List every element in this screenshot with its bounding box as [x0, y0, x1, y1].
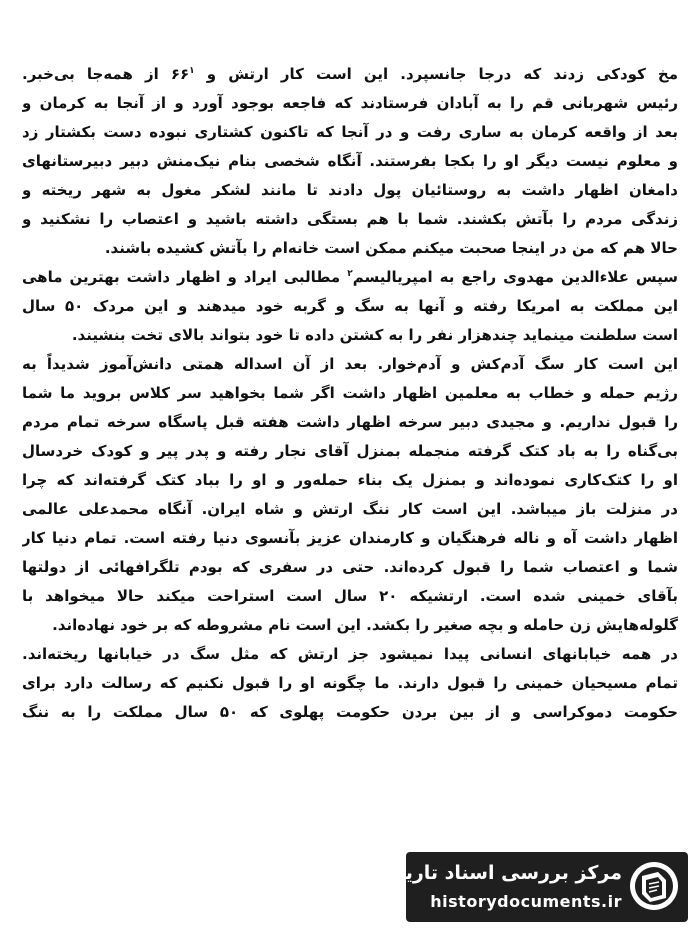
footnote-marker-1: ۱ — [189, 66, 195, 76]
text-line-6: زندگی مردم را بآتش بکشند. شما با هم بستگی داشته باشید و اعتصاب را نشکنید و — [22, 210, 678, 228]
watermark-url: historydocuments.ir — [430, 892, 622, 911]
text-line-22: تمام مسیحیان خمینی را قبول دارند. ما چگونه او را قبول نکنیم که رسالت دارد برای — [22, 674, 678, 692]
text-line-23: حکومت دموکراسی و از بین بردن حکومت پهلوی که ۵۰ سال مملکت را به ننگ — [22, 703, 678, 721]
text-line-9: این مملکت به امریکا رفته و آنها به سگ و گربه خود میدهند و این مردک ۵۰ سال — [22, 297, 678, 315]
document-center-logo-icon — [628, 860, 680, 912]
text-line-5: دامغان اظهار داشت به روستائیان پول دادند تا مانند لشکر مغول به شهر ریخته و — [22, 181, 678, 199]
document-body — [22, 60, 678, 727]
text-line-7: حالا هم که من در اینجا صحبت میکنم ممکن است خانه‌ام را بآتش کشیده باشند. — [104, 239, 678, 257]
text-line-10: است سلطنت مینماید چندهزار نفر را به کشتن داده تا خود بتواند بالای تخت بنشیند. — [71, 326, 678, 344]
text-line-20: گلوله‌هایش زن حامله و بچه صغیر را بکشد. این است نام مشروطه که بر خود نهاده‌اند. — [52, 616, 678, 634]
text-line-4: و معلوم نیست دیگر او را بکجا بفرستند. آنگاه شخصی بنام نیک‌منش دبیر دبیرستانهای — [22, 152, 678, 170]
watermark — [372, 852, 688, 922]
text-line-11: این است کار سگ آدم‌کش و آدم‌خوار. بعد از آن اسداله همتی دانش‌آموز شدیداً به — [22, 355, 678, 373]
text-line-8: سپس علاءالدین مهدوی راجع به امپریالیسم$^۲$ مطالبی ایراد و اظهار داشت بهترین ماهی — [22, 268, 678, 286]
text-line-21: در همه خیابانهای انسانی پیدا نمیشود جز ارتش که مثل سگ در خیابانها ریخته‌اند. — [22, 645, 678, 663]
text-line-1: مخ کودکی زدند که درجا جانسپرد. این است کار ارتش و ۶۶$^۱$ از همه‌جا بی‌خبر. — [22, 65, 678, 83]
text-line-3: بعد از واقعه کرمان به ساری رفت و در آنجا که تاکنون کشتاری نبوده دست بکشتار زد — [22, 123, 678, 141]
text-line-14: بی‌گناه را به باد کتک گرفته منجمله بمنزل آقای نجار رفته و پدر پیر و کودک خردسال — [22, 442, 678, 460]
text-line-12: رژیم حمله و خطاب به معلمین اظهار داشت اگر شما بخواهید سر کلاس بروید ما شما — [22, 384, 678, 402]
watermark-title: مرکز بررسی اسناد تاریخی — [372, 862, 622, 884]
text-line-2: رئیس شهربانی قم را به آبادان فرستادند که فاجعه بوجود آورد و از آنجا به کرمان و — [22, 94, 678, 112]
text-line-19: بآقای خمینی شده است. ارتشیکه ۲۰ سال است استراحت میکند حالا میخواهد با — [22, 587, 678, 605]
text-line-13: را قبول نداریم. و مجیدی دبیر سرخه اظهار داشت هفته قبل پاسگاه سرخه تمام مردم — [22, 413, 678, 431]
text-line-17: اظهار داشت آه و ناله فرهنگیان و کارمندان عزیز بآنسوی دنیا رفته است. تمام دنیا کار — [22, 529, 678, 547]
text-line-16: در منزلت باز میباشد. این است کار ننگ ارتش و شاه ایران. آنگاه محمدعلی عالمی — [22, 500, 678, 518]
text-line-15: او را کتک‌کاری نموده‌اند و بمنزل یک بناء حمله‌ور و او را بباد کتک گرفته‌اند که چرا — [22, 471, 678, 489]
footnote-marker-2: ۲ — [347, 269, 353, 279]
text-line-18: شما و اعتصاب شما را قبول کرده‌اند. حتی در سفری که بودم تلگرافهائی از دولتها — [22, 558, 678, 576]
